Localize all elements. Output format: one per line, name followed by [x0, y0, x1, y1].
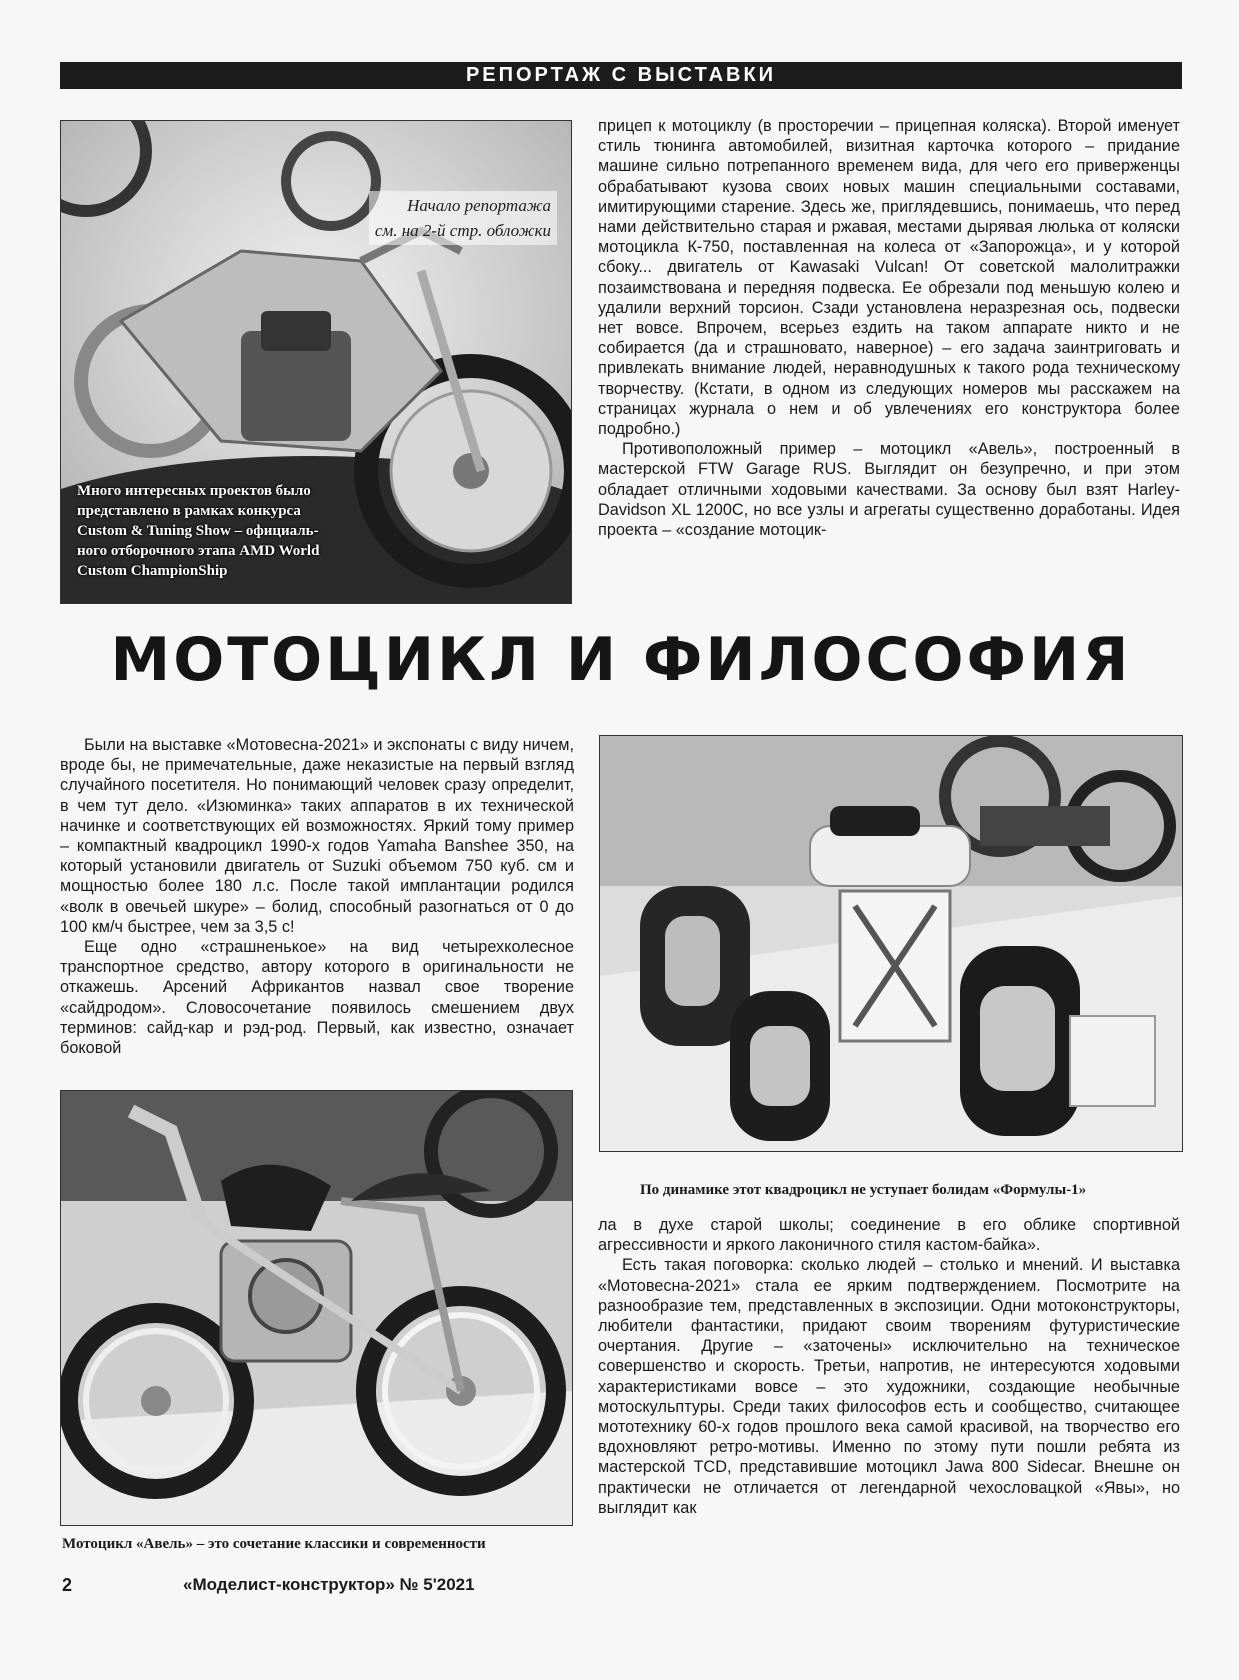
paragraph: Есть такая поговорка: сколько людей – столько и мнений. И выставка «Мотовесна-2021» стала ее ярким подтверждением. Посмотрите на разнообразие тем, представленных в экспозиции. Одни мотоконструкторы, любители фантастики, придают своим творениям футуристические очертания. Другие – «заточены» исключительно на техническое совершенство и скорость. Третьи, напротив, не интересуются ходовыми характеристиками вовсе – это художники, создающие необычные мотоскульптуры. Среди таких философов есть и сообщество, считающее мототехнику 60-х годов прошлого века самой красивой, на творчество его вдохновляют ретро-мотивы. Именно по этому пути пошли ребята из мастерской TCD, представившие мотоцикл Jawa 800 Sidecar. Внешне он практически не отличается от легендарной чехословацкой «Явы», но выглядит как: [598, 1256, 1180, 1517]
text-column-top-right: [598, 116, 1180, 540]
paragraph: ла в духе старой школы; соединение в его облике спортивной агрессивности и яркого лаконичного стиля кастом-байка».: [598, 1216, 1180, 1255]
text-column-bottom-right: [598, 1215, 1180, 1518]
photo-abel-motorcycle: [60, 1090, 573, 1526]
photo-caption-overlay: Много интересных проектов было представлено в рамках конкурса Custom & Tuning Show – официаль- ного отборочного этапа AMD World Custom ChampionShip: [77, 483, 320, 579]
photo-quad-bike: [599, 735, 1183, 1152]
text-column-mid-left: [60, 735, 574, 1058]
quad-illustration: [600, 736, 1182, 1151]
photo-custom-chopper: [60, 120, 572, 604]
paragraph: Были на выставке «Мотовесна-2021» и экспонаты с виду ничем, вроде бы, не примечательные, даже неказистые на первый взгляд случайного посетителя. Но понимающий человек сразу определит, в чем тут дело. «Изюминка» таких аппаратов в их технической начинке и соответствующих ей возможностях. Яркий тому пример – компактный квадроцикл 1990-х годов Yamaha Banshee 350, на который установили двигатель от Suzuki объемом 750 куб. см и мощностью более 180 л.с. После такой имплантации родился «волк в овечьей шкуре» – болид, способный разогнаться от 0 до 100 км/ч быстрее, чем за 3,5 с!: [60, 736, 574, 936]
paragraph: прицеп к мотоциклу (в просторечии – прицепная коляска). Второй именует стиль тюнинга автомобилей, визитная карточка которого – придание машине сильно потрепанного временем вида, для чего его приверженцы обрабатывают кузова своих новых машин специальными составами, имитирующими старение. Здесь же, приглядевшись, понимаешь, что перед нами действительно старая и ржавая, местами дырявая люлька от коляски мотоцикла К-750, поставленная на колеса от «Запорожца», и у которой сбоку... двигатель от Kawasaki Vulcan! От советской малолитражки позаимствована и передняя подвеска. Ее обрезали под меньшую колею и удалили верхний торсион. Сзади установлена неразрезная ось, подвески нет вовсе. Впрочем, всерьез ездить на таком аппарате никто и не собирается (да и страшновато, наверное) – его задача заинтриговать и привлекать внимание людей, неравнодушных к такого рода техническому творчеству. (Кстати, в одном из следующих номеров мы расскажем на страницах журнала о нем и об увлечениях его конструктора более подробно.): [598, 117, 1180, 439]
photo-caption-quad: По динамике этот квадроцикл не уступает болидам «Формулы-1»: [640, 1182, 1087, 1198]
paragraph: Противоположный пример – мотоцикл «Авель», построенный в мастерской FTW Garage RUS. Выглядит он безупречно, и при этом обладает отличными ходовыми качествами. За основу был взят Harley-Davidson XL 1200C, но все узлы и агрегаты существенно доработаны. Идея проекта – «создание мотоцик-: [598, 440, 1180, 540]
article-title: МОТОЦИКЛ И ФИЛОСОФИЯ: [110, 625, 1132, 695]
magazine-issue: «Моделист-конструктор» № 5'2021: [183, 1575, 475, 1594]
page-number: 2: [62, 1575, 73, 1595]
abel-illustration: [61, 1091, 572, 1525]
photo-caption-abel: Мотоцикл «Авель» – это сочетание классики и современности: [62, 1536, 486, 1552]
continuation-note: Начало репортажа см. на 2-й стр. обложки: [369, 191, 557, 245]
paragraph: Еще одно «страшненькое» на вид четырехколесное транспортное средство, автору которого в оригинальности не откажешь. Арсений Африкантов назвал свое творение «сайдродом». Словосочетание появилось смешением двух терминов: сайд-кар и рэд-род. Первый, как известно, означает боковой: [60, 938, 574, 1058]
section-header: РЕПОРТАЖ С ВЫСТАВКИ: [60, 62, 1182, 89]
